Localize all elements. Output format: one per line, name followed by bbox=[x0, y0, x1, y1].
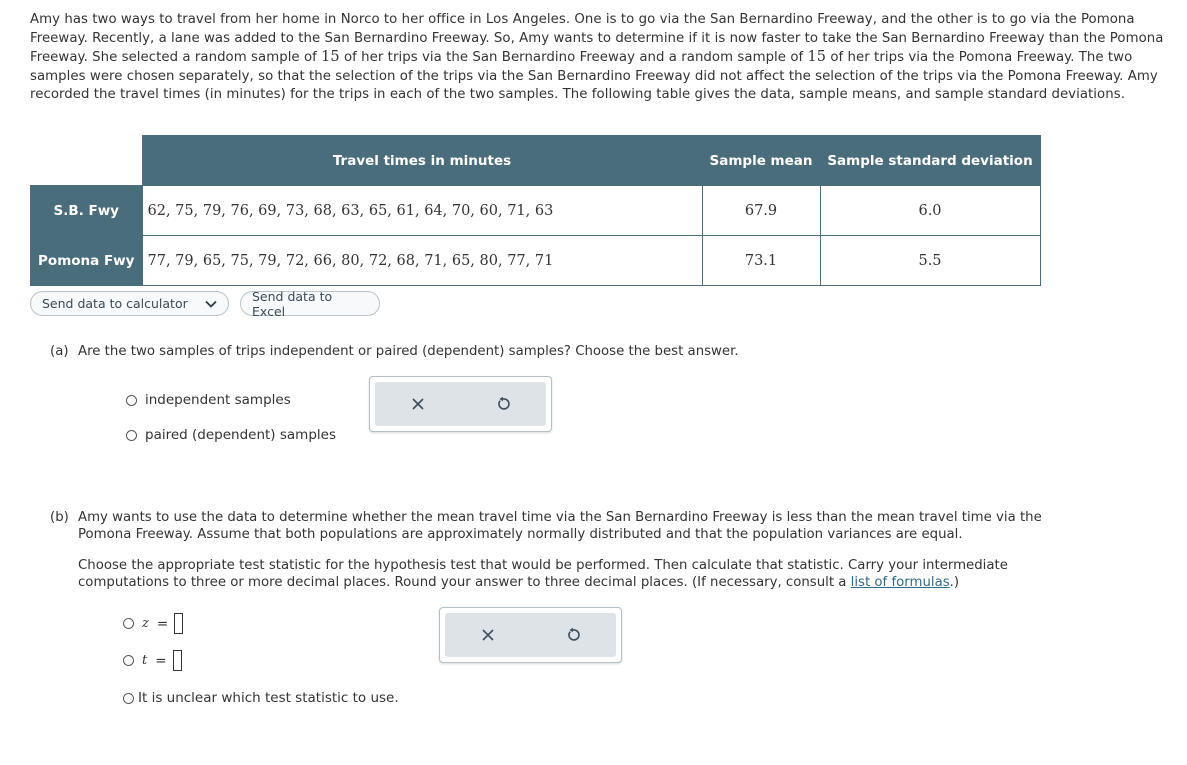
intro-text-2: of her trips via the San Bernardino Freeway and a random sample of bbox=[339, 50, 808, 65]
option-paired-label: paired (dependent) samples bbox=[145, 427, 336, 443]
z-equals: = bbox=[156, 615, 169, 632]
part-b-body bbox=[78, 509, 1158, 591]
send-to-excel-button[interactable] bbox=[240, 288, 380, 319]
x-icon[interactable] bbox=[403, 389, 433, 419]
radio-circle[interactable] bbox=[123, 693, 134, 704]
undo-icon[interactable] bbox=[488, 389, 518, 419]
list-of-formulas-link[interactable]: list of formulas bbox=[850, 575, 950, 590]
z-variable: z bbox=[142, 616, 149, 631]
part-b-toolbox-inner bbox=[445, 613, 616, 657]
part-b-question bbox=[50, 509, 1160, 599]
row-label-pomona-fwy: Pomona Fwy bbox=[31, 236, 143, 286]
intro-text-3: of her trips via the Pomona Freeway. The two samples were chosen separately, so that the selection of the trips via the San Bernardino Freeway did not affect the selection of the trips via the Pomona Freeway. Amy recorded the travel times (in minutes) for the trips in each of the two samples. The following table gives the data, sample means, and sample standard deviations. bbox=[30, 50, 1158, 102]
t-variable: t bbox=[142, 653, 148, 668]
send-to-excel-label: Send data to Excel bbox=[252, 288, 333, 319]
option-unclear-label: It is unclear which test statistic to use. bbox=[138, 690, 399, 706]
sd-sb-fwy: 6.0 bbox=[820, 186, 1040, 236]
send-to-calculator-button[interactable] bbox=[30, 291, 229, 316]
part-b-text-1: Amy wants to use the data to determine whether the mean travel time via the San Bernardino Freeway is less than the mean travel time via the bbox=[78, 510, 1042, 525]
part-b-instructions-2 bbox=[78, 574, 1158, 591]
part-a-toolbox-inner bbox=[375, 382, 546, 426]
option-independent-label: independent samples bbox=[145, 392, 291, 408]
radio-circle[interactable] bbox=[123, 655, 134, 666]
part-b-label: (b) bbox=[50, 510, 69, 525]
table-row bbox=[31, 186, 1041, 236]
send-to-calculator-label: Send data to calculator bbox=[42, 296, 188, 311]
option-independent[interactable] bbox=[126, 392, 291, 408]
chevron-down-icon[interactable] bbox=[205, 300, 217, 308]
instructions-text: computations to three or more decimal places. Round your answer to three decimal places. (If necessary, consult a bbox=[78, 575, 851, 590]
part-a-text: Are the two samples of trips independent or paired (dependent) samples? Choose the best answer. bbox=[78, 344, 739, 359]
mean-pomona-fwy: 73.1 bbox=[702, 236, 820, 286]
z-answer-input[interactable] bbox=[174, 613, 183, 634]
times-sb-fwy: 62, 75, 79, 76, 69, 73, 68, 63, 65, 61, 64, 70, 60, 71, 63 bbox=[142, 186, 702, 236]
part-a-toolbox bbox=[369, 376, 552, 432]
problem-intro bbox=[30, 11, 1170, 105]
radio-circle[interactable] bbox=[126, 430, 137, 441]
row-label-sb-fwy: S.B. Fwy bbox=[31, 186, 143, 236]
undo-icon[interactable] bbox=[558, 620, 588, 650]
option-z-statistic[interactable] bbox=[123, 613, 183, 634]
mean-sb-fwy: 67.9 bbox=[702, 186, 820, 236]
header-sample-sd: Sample standard deviation bbox=[820, 136, 1040, 186]
times-pomona-fwy: 77, 79, 65, 75, 79, 72, 66, 80, 72, 68, 71, 65, 80, 77, 71 bbox=[142, 236, 702, 286]
sd-pomona-fwy: 5.5 bbox=[820, 236, 1040, 286]
table-row bbox=[31, 236, 1041, 286]
option-unclear[interactable] bbox=[123, 690, 399, 706]
part-b-instructions-1: Choose the appropriate test statistic for the hypothesis test that would be performed. Then calculate that statistic. Carry your intermediate bbox=[78, 558, 1008, 573]
header-travel-times: Travel times in minutes bbox=[142, 136, 702, 186]
radio-circle[interactable] bbox=[123, 618, 134, 629]
radio-circle[interactable] bbox=[126, 395, 137, 406]
t-answer-input[interactable] bbox=[173, 650, 182, 671]
instructions-end: .) bbox=[949, 575, 960, 590]
part-b-toolbox bbox=[439, 607, 622, 663]
table-corner bbox=[31, 136, 143, 186]
part-a-label: (a) bbox=[50, 344, 69, 359]
part-a-question bbox=[50, 343, 1150, 360]
t-equals: = bbox=[155, 652, 167, 669]
sample-size-2: 15 bbox=[807, 49, 827, 65]
header-sample-mean: Sample mean bbox=[702, 136, 820, 186]
intro-text-1: Amy has two ways to travel from her home in Norco to her office in Los Angeles. One is to go via the San Bernardino Freeway, and the other is to go via the Pomona Freeway. Recently, a lane was added to the San Bernardino Freeway. So, Amy wants to determine if it is now faster to take the San Bernardino Freeway than the Pomona Freeway. She selected a random sample of bbox=[30, 12, 1164, 65]
sample-size-1: 15 bbox=[321, 49, 340, 65]
x-icon[interactable] bbox=[473, 620, 503, 650]
data-table bbox=[30, 135, 1041, 286]
option-t-statistic[interactable] bbox=[123, 650, 182, 671]
part-b-text-2: Pomona Freeway. Assume that both populations are approximately normally distributed and that the population variances are equal. bbox=[78, 527, 963, 542]
option-paired[interactable] bbox=[126, 427, 336, 443]
